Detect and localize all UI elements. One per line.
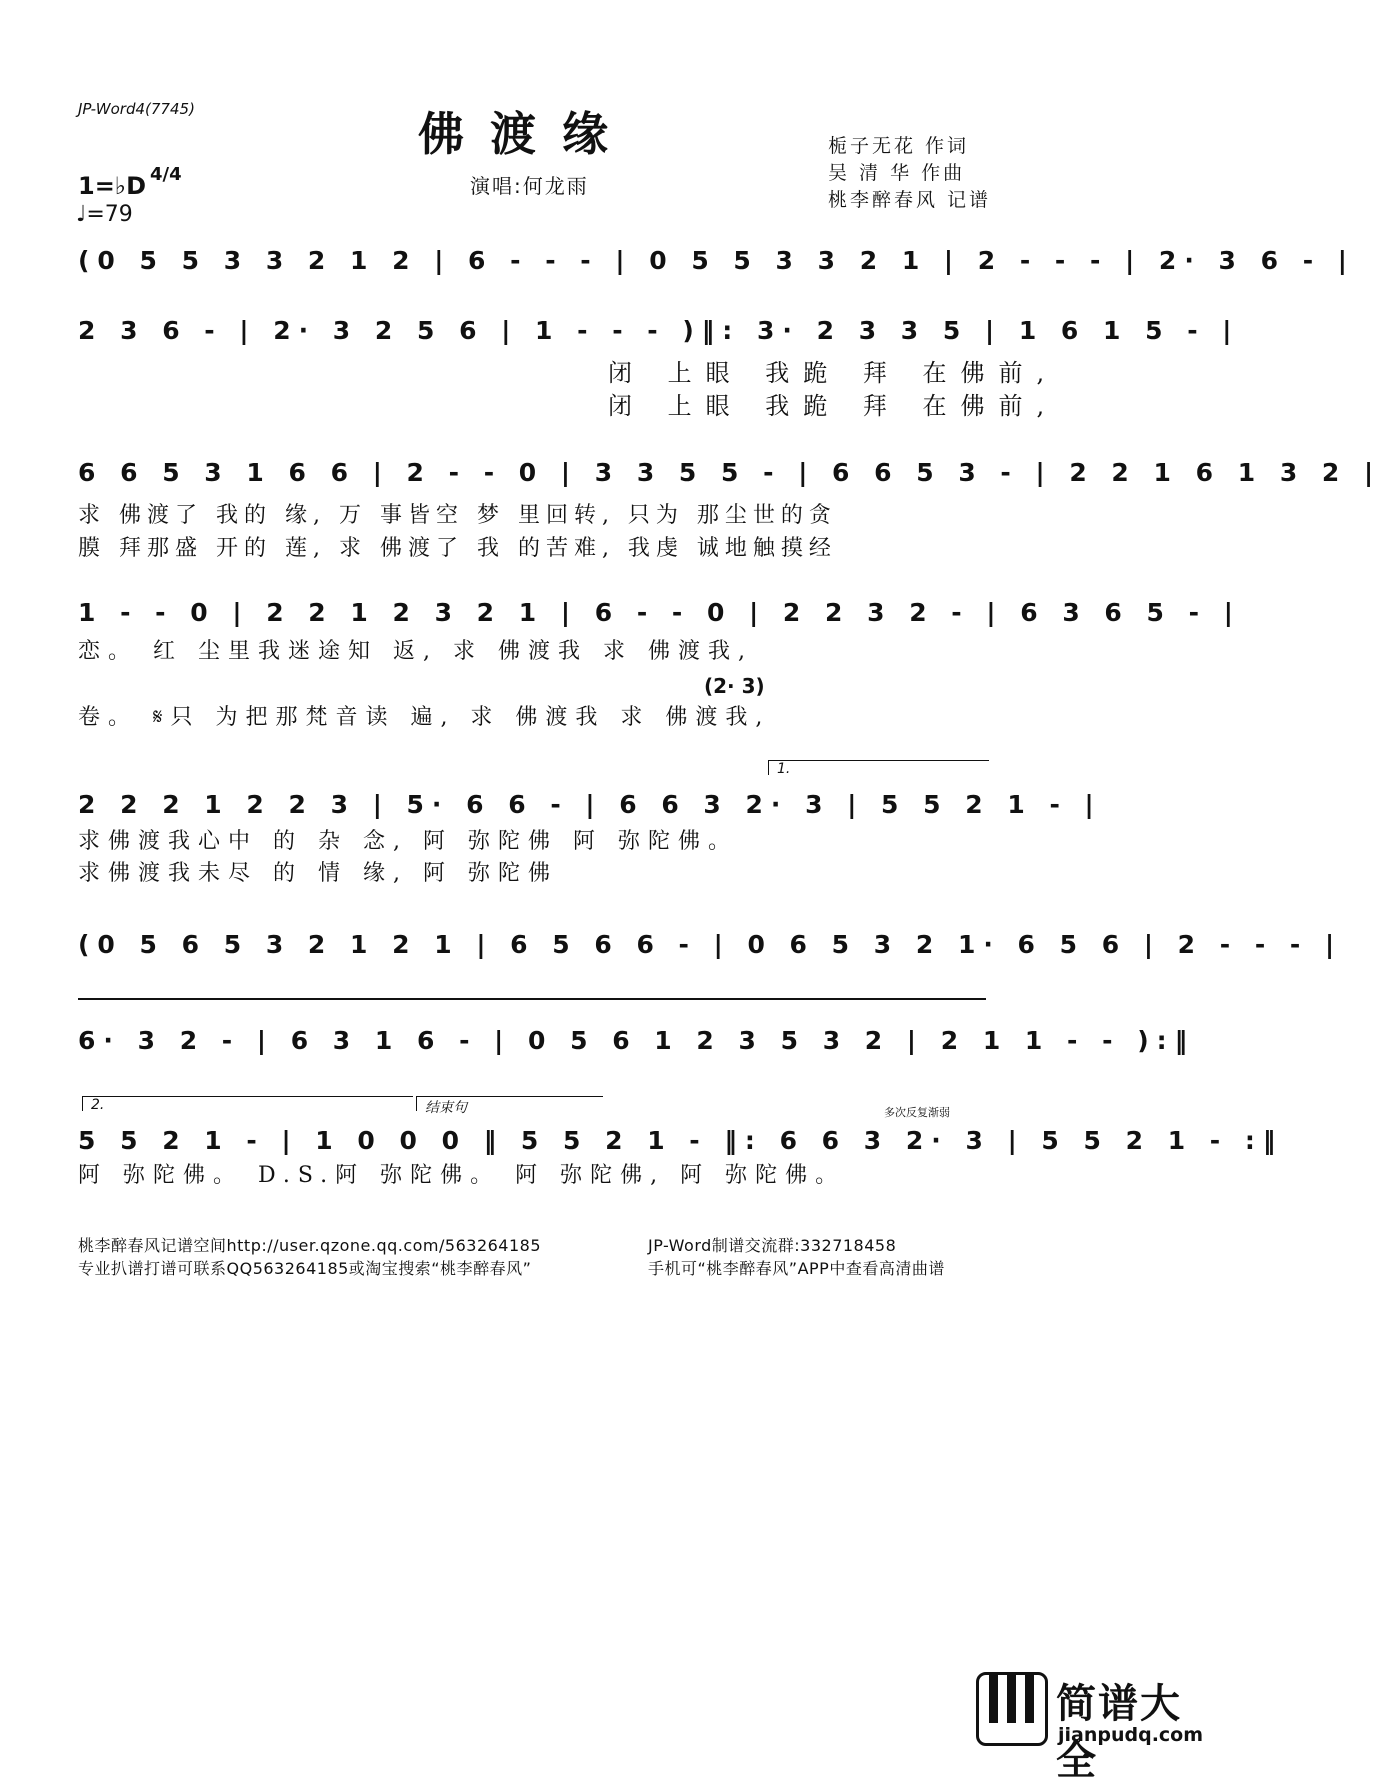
volta-1-bracket: [768, 760, 989, 775]
score-row-2-lyrics-2: 闭 上眼 我跪 拜 在佛前,: [608, 392, 1059, 420]
composer: 吴 清 华 作曲: [828, 162, 966, 184]
volta-2-bracket: [82, 1096, 413, 1111]
score-row-5-notes: 2 2 2 1 2 2 3 | 5· 6 6 - | 6 6 3 2· 3 | 5 5 2 1 - |: [78, 790, 1102, 819]
volta-line: [78, 998, 986, 1000]
score-row-4-notes: 1 - - 0 | 2 2 1 2 3 2 1 | 6 - - 0 | 2 2 3 2 - | 6 3 6 5 - |: [78, 598, 1241, 627]
repeat-note: 多次反复渐弱: [884, 1106, 950, 1119]
site-logo: [976, 1672, 1204, 1784]
score-row-4-lyrics-1: 恋。 红 尘里我迷途知 返, 求 佛渡我 求 佛渡我,: [78, 639, 753, 664]
logo-text: 简谱大全: [1056, 1681, 1182, 1784]
page-title: 佛渡缘: [418, 107, 634, 161]
footer-left-line-2: 专业扒谱打谱可联系QQ563264185或淘宝搜索“桃李醉春风”: [78, 1259, 532, 1278]
score-row-5-lyrics-2: 求佛渡我未尽 的 情 缘, 阿 弥陀佛: [78, 861, 558, 886]
score-row-8-notes: 5 5 2 1 - | 1 0 0 0 ‖ 5 5 2 1 - ‖: 6 6 3 2· 3 | 5 5 2 1 - :‖: [78, 1126, 1284, 1155]
score-row-5-lyrics-1: 求佛渡我心中 的 杂 念, 阿 弥陀佛 阿 弥陀佛。: [78, 829, 738, 854]
piano-icon: [976, 1672, 1048, 1746]
logo-url: jianpudq.com: [1058, 1724, 1204, 1746]
footer-right: [648, 1234, 945, 1280]
software-label: JP-Word4(7745): [78, 100, 195, 118]
time-signature: 4/4: [150, 164, 182, 185]
variant-notes: (2· 3): [704, 674, 765, 698]
score-row-6-notes: (0 5 6 5 3 2 1 2 1 | 6 5 6 6 - | 0 6 5 3 2 1· 6 5 6 | 2 - - - |: [78, 930, 1343, 959]
score-row-3-lyrics-1: 求 佛渡了 我的 缘, 万 事皆空 梦 里回转, 只为 那尘世的贪: [78, 503, 837, 528]
volta-2-label: 2.: [91, 1097, 105, 1113]
score-row-2-lyrics-1: 闭 上眼 我跪 拜 在佛前,: [608, 359, 1059, 387]
footer-left: [78, 1234, 541, 1280]
score-row-1-notes: (0 5 5 3 3 2 1 2 | 6 - - - | 0 5 5 3 3 2 1 | 2 - - - | 2· 3 6 - |: [78, 246, 1355, 275]
footer-right-line-2: 手机可“桃李醉春风”APP中查看高清曲谱: [648, 1259, 945, 1278]
score-row-8-lyrics-1: 阿 弥陀佛。 D.S.阿 弥陀佛。 阿 弥陀佛, 阿 弥陀佛。: [78, 1163, 846, 1188]
ending-bracket: [416, 1096, 603, 1116]
score-row-3-notes: 6 6 5 3 1 6 6 | 2 - - 0 | 3 3 5 5 - | 6 6 5 3 - | 2 2 1 6 1 3 2 |: [78, 458, 1381, 487]
volta-1-label: 1.: [777, 761, 791, 777]
singer-label: 演唱:何龙雨: [470, 174, 589, 198]
transcriber: 桃李醉春风 记谱: [828, 189, 992, 211]
score-row-7-notes: 6· 3 2 - | 6 3 1 6 - | 0 5 6 1 2 3 5 3 2 | 2 1 1 - - ):‖: [78, 1026, 1196, 1055]
score-row-3-lyrics-2: 膜 拜那盛 开的 莲, 求 佛渡了 我 的苦难, 我虔 诚地触摸经: [78, 536, 837, 561]
footer-left-line-1: 桃李醉春风记谱空间http://user.qzone.qq.com/563264185: [78, 1236, 542, 1255]
score-row-4-lyrics-2: 卷。 𝄋只 为把那梵音读 遍, 求 佛渡我 求 佛渡我,: [78, 705, 771, 730]
tempo-marking: ♩=79: [76, 202, 133, 227]
score-row-2-notes: 2 3 6 - | 2· 3 2 5 6 | 1 - - - )‖: 3· 2 3 3 5 | 1 6 1 5 - |: [78, 316, 1240, 345]
footer-right-line-1: JP-Word制谱交流群:332718458: [648, 1236, 897, 1255]
key-signature: 1=♭D: [78, 172, 147, 200]
ending-label: 结束句: [425, 1100, 467, 1116]
credits: [828, 133, 991, 214]
lyricist: 栀子无花 作词: [828, 135, 970, 157]
